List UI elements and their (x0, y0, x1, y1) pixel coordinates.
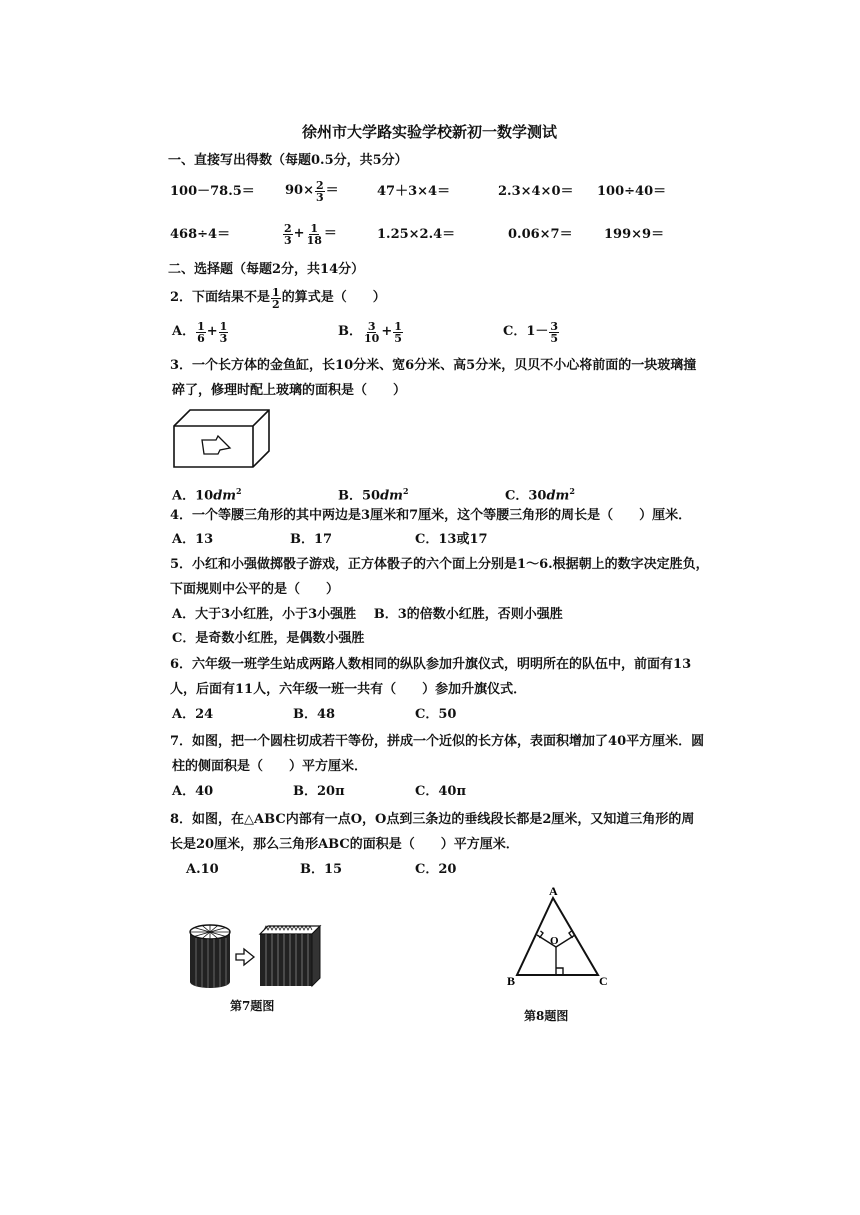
question-5-line1: 5．小红和小强做掷骰子游戏，正方体骰子的六个面上分别是1～6.根据朝上的数字决定胜负， (170, 557, 709, 572)
point-label-o: O (550, 935, 559, 947)
calc-item: 100－78.5＝ (170, 184, 255, 199)
fraction (196, 321, 206, 344)
fraction (315, 180, 325, 203)
calc-pre: 90× (285, 183, 314, 198)
fraction (271, 287, 281, 310)
option-c[interactable]: C．13或17 (415, 532, 488, 547)
unit: dm (380, 488, 403, 504)
question-8-line1: 8．如图，在△ABC内部有一点O，O点到三条边的垂线段长都是2厘米，又知道三角形的周 (170, 812, 695, 827)
fraction (549, 321, 559, 344)
denominator: 6 (197, 331, 205, 345)
question-3-line1: 3．一个长方体的金鱼缸，长10分米、宽6分米、高5分米，贝贝不小心将前面的一块玻璃撞 (170, 358, 697, 373)
unit: dm (546, 488, 570, 504)
question-5-line2: 下面规则中公平的是（ ） (170, 582, 340, 597)
question-6-line2: 人，后面有11人，六年级一班一共有（ ）参加升旗仪式． (170, 682, 527, 697)
option-c[interactable]: C．是奇数小红胜，是偶数小强胜 (172, 631, 365, 646)
fraction (219, 321, 229, 344)
operator: + (381, 324, 393, 339)
vertex-label-b: B (507, 974, 516, 988)
option-ab[interactable]: A．大于3小红胜，小于3小强胜 B．3的倍数小红胜，否则小强胜 (172, 607, 563, 622)
question-2 (170, 286, 386, 310)
vertex-label-a: A (549, 884, 558, 898)
q2-post: 的算式是（ ） (281, 290, 386, 305)
calc-post: ＝ (325, 183, 339, 198)
triangle-abc-figure (500, 882, 618, 992)
option-label: C．30 (505, 488, 547, 504)
calc-item: 1.25×2.4＝ (377, 227, 456, 242)
numerator: 2 (284, 221, 292, 235)
denominator: 2 (272, 297, 280, 311)
section2-heading: 二、选择题（每题2分，共14分） (168, 262, 365, 277)
fish-tank-figure (172, 408, 272, 470)
operator: + (206, 324, 218, 339)
option-label: B． (338, 324, 362, 339)
option-b[interactable]: B．20π (293, 784, 345, 799)
denominator: 18 (306, 233, 322, 247)
figure-8-caption: 第8题图 (524, 1009, 569, 1023)
option-b[interactable]: B．15 (300, 862, 343, 877)
numerator: 1 (197, 319, 205, 333)
vertex-label-c: C (599, 974, 608, 988)
fraction (363, 321, 380, 344)
calc-item: 0.06×7＝ (508, 227, 573, 242)
q2-pre: 2．下面结果不是 (170, 290, 271, 305)
calc-item: 100÷40＝ (597, 184, 667, 199)
calc-item (285, 176, 339, 206)
denominator: 5 (394, 331, 402, 345)
option-b[interactable] (338, 318, 404, 346)
unit-exponent: 2 (236, 486, 242, 496)
numerator: 1 (310, 221, 319, 235)
option-label: B．50 (338, 488, 381, 504)
denominator: 3 (219, 331, 228, 345)
question-6-line1: 6．六年级一班学生站成两路人数相同的纵队参加升旗仪式，明明所在的队伍中，前面有13 (170, 657, 692, 672)
question-4: 4．一个等腰三角形的其中两边是3厘米和7厘米，这个等腰三角形的周长是（ ）厘米． (170, 508, 692, 523)
denominator: 3 (315, 190, 324, 204)
option-c[interactable] (503, 318, 560, 346)
fraction (306, 223, 323, 246)
option-b[interactable]: B．17 (290, 532, 333, 547)
option-label: A． (172, 324, 196, 339)
numerator: 1 (272, 285, 280, 299)
unit-exponent: 2 (402, 486, 409, 496)
fraction (393, 321, 403, 344)
denominator: 10 (364, 331, 380, 345)
numerator: 3 (367, 319, 376, 333)
question-3-line2: 碎了，修理时配上玻璃的面积是（ ） (172, 383, 407, 398)
numerator: 3 (550, 319, 559, 333)
option-b[interactable]: B．48 (293, 707, 336, 722)
calc-item (282, 218, 337, 250)
unit-exponent: 2 (569, 486, 575, 496)
calc-post: ＝ (323, 226, 337, 241)
calc-item: 2.3×4×0＝ (498, 184, 574, 199)
unit: dm (213, 488, 237, 504)
option-a[interactable]: A．24 (172, 707, 214, 722)
fraction (283, 223, 293, 246)
option-label: C．1－ (503, 324, 549, 339)
option-c[interactable] (505, 483, 575, 504)
option-a[interactable] (172, 483, 242, 504)
question-7-line1: 7．如图，把一个圆柱切成若干等份，拼成一个近似的长方体，表面积增加了40平方厘米．圆 (170, 734, 705, 749)
operator: + (293, 226, 305, 241)
figure-7-caption: 第7题图 (230, 999, 275, 1013)
numerator: 1 (219, 319, 228, 333)
option-c[interactable]: C．50 (415, 707, 457, 722)
question-8-line2: 长是20厘米，那么三角形ABC的面积是（ ）平方厘米． (170, 837, 519, 852)
option-a[interactable]: A．13 (172, 532, 214, 547)
option-a[interactable]: A.10 (186, 862, 219, 877)
option-c[interactable]: C．40π (415, 784, 466, 799)
calc-item: 199×9＝ (604, 227, 665, 242)
option-a[interactable] (172, 318, 229, 346)
option-label: A．10 (172, 488, 214, 504)
calc-item: 47＋3×4＝ (377, 184, 451, 199)
question-7-line2: 柱的侧面积是（ ）平方厘米． (172, 759, 368, 774)
page-title: 徐州市大学路实验学校新初一数学测试 (302, 123, 558, 141)
denominator: 3 (284, 233, 292, 247)
cylinder-to-cuboid-figure (186, 920, 326, 992)
option-b[interactable] (338, 483, 409, 504)
option-c[interactable]: C．20 (415, 862, 457, 877)
option-a[interactable]: A．40 (172, 784, 214, 799)
numerator: 1 (394, 319, 402, 333)
denominator: 5 (550, 331, 559, 345)
section1-heading: 一、直接写出得数（每题0.5分，共5分） (168, 153, 408, 168)
calc-item: 468÷4＝ (170, 227, 231, 242)
numerator: 2 (315, 178, 324, 192)
